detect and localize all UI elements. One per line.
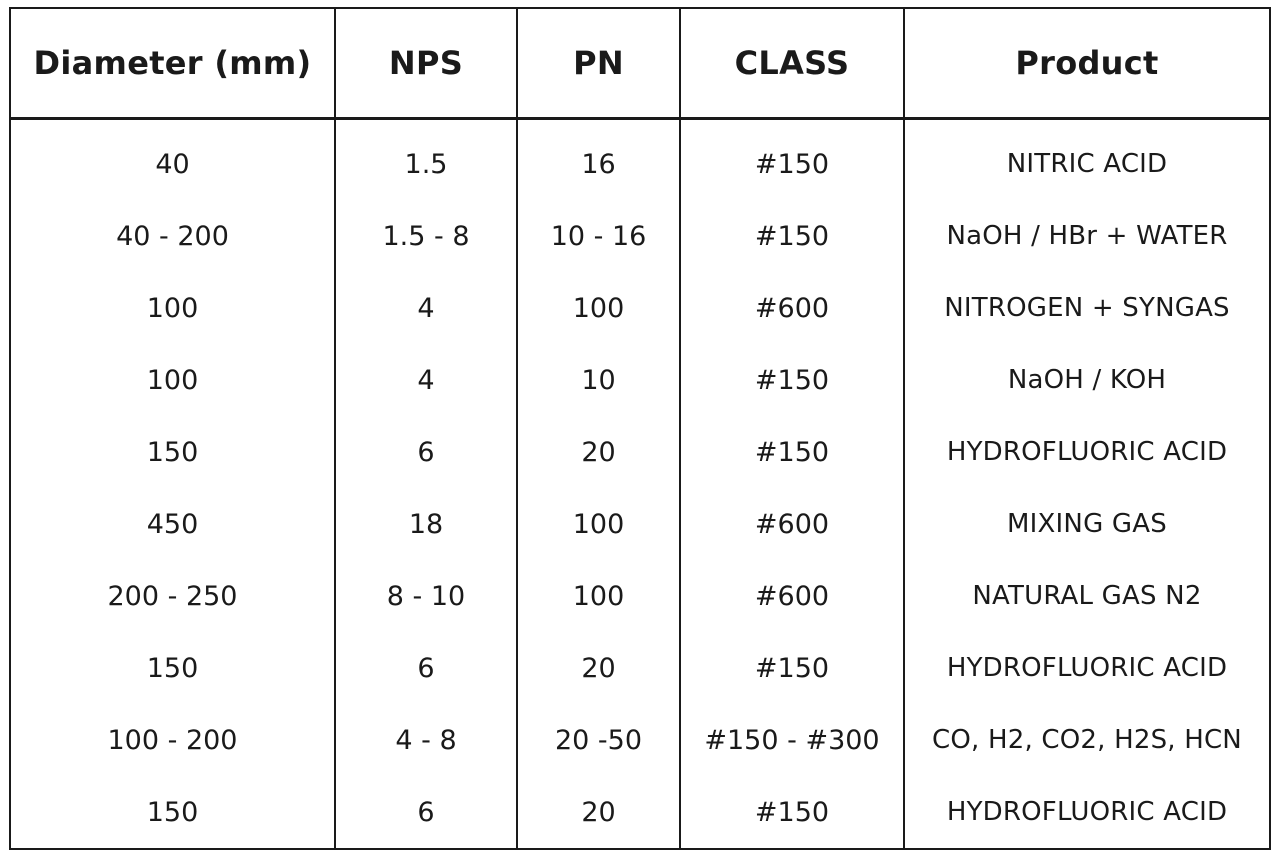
- cell-pn: 20 -50: [517, 704, 680, 776]
- cell-diameter: 200 - 250: [10, 560, 335, 632]
- cell-class: #150: [680, 344, 904, 416]
- cell-diameter: 450: [10, 488, 335, 560]
- cell-diameter: 40: [10, 119, 335, 201]
- table-row: [10, 119, 1270, 201]
- cell-diameter: 40 - 200: [10, 200, 335, 272]
- table-row: [10, 488, 1270, 560]
- cell-pn: 20: [517, 776, 680, 849]
- cell-class: #150: [680, 776, 904, 849]
- table-row: [10, 200, 1270, 272]
- cell-pn: 100: [517, 488, 680, 560]
- cell-nps: 8 - 10: [335, 560, 517, 632]
- table-row: [10, 416, 1270, 488]
- cell-class: #150: [680, 119, 904, 201]
- cell-product: NITROGEN + SYNGAS: [904, 272, 1270, 344]
- cell-product: NITRIC ACID: [904, 119, 1270, 201]
- cell-pn: 20: [517, 632, 680, 704]
- header-row: [10, 8, 1270, 119]
- cell-class: #150: [680, 416, 904, 488]
- cell-pn: 10 - 16: [517, 200, 680, 272]
- cell-nps: 4: [335, 272, 517, 344]
- cell-nps: 6: [335, 416, 517, 488]
- cell-class: #150: [680, 632, 904, 704]
- table-row: [10, 560, 1270, 632]
- table-row: [10, 704, 1270, 776]
- table-row: [10, 632, 1270, 704]
- cell-nps: 18: [335, 488, 517, 560]
- cell-product: MIXING GAS: [904, 488, 1270, 560]
- header-nps: NPS: [335, 8, 517, 119]
- table-row: [10, 344, 1270, 416]
- cell-nps: 6: [335, 632, 517, 704]
- cell-class: #600: [680, 488, 904, 560]
- header-class: CLASS: [680, 8, 904, 119]
- cell-diameter: 150: [10, 416, 335, 488]
- cell-product: NATURAL GAS N2: [904, 560, 1270, 632]
- cell-diameter: 150: [10, 632, 335, 704]
- cell-class: #600: [680, 272, 904, 344]
- cell-product: HYDROFLUORIC ACID: [904, 416, 1270, 488]
- cell-nps: 4 - 8: [335, 704, 517, 776]
- table-row: [10, 776, 1270, 849]
- cell-pn: 16: [517, 119, 680, 201]
- cell-nps: 1.5: [335, 119, 517, 201]
- spec-table: [9, 7, 1271, 850]
- cell-pn: 20: [517, 416, 680, 488]
- table-header: [10, 8, 1270, 119]
- header-diameter: Diameter (mm): [10, 8, 335, 119]
- cell-product: NaOH / KOH: [904, 344, 1270, 416]
- cell-class: #600: [680, 560, 904, 632]
- header-product: Product: [904, 8, 1270, 119]
- header-pn: PN: [517, 8, 680, 119]
- cell-diameter: 150: [10, 776, 335, 849]
- table-row: [10, 272, 1270, 344]
- cell-pn: 100: [517, 272, 680, 344]
- cell-nps: 1.5 - 8: [335, 200, 517, 272]
- cell-nps: 4: [335, 344, 517, 416]
- cell-product: HYDROFLUORIC ACID: [904, 632, 1270, 704]
- cell-product: NaOH / HBr + WATER: [904, 200, 1270, 272]
- cell-pn: 10: [517, 344, 680, 416]
- cell-product: CO, H2, CO2, H2S, HCN: [904, 704, 1270, 776]
- cell-diameter: 100: [10, 272, 335, 344]
- cell-diameter: 100: [10, 344, 335, 416]
- cell-class: #150: [680, 200, 904, 272]
- table-body: [10, 119, 1270, 850]
- cell-nps: 6: [335, 776, 517, 849]
- cell-pn: 100: [517, 560, 680, 632]
- cell-diameter: 100 - 200: [10, 704, 335, 776]
- cell-product: HYDROFLUORIC ACID: [904, 776, 1270, 849]
- cell-class: #150 - #300: [680, 704, 904, 776]
